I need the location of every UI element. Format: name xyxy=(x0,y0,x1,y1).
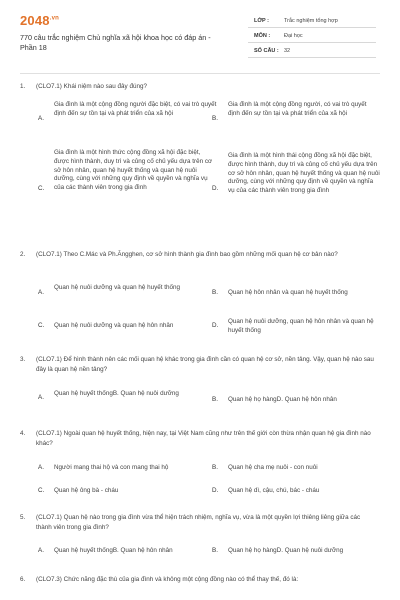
option-text: Quan hệ hôn nhân và quan hệ huyết thống xyxy=(228,289,348,296)
option-text: Quan hệ huyết thốngB. Quan hệ nuôi dưỡng xyxy=(54,390,179,397)
question-4 xyxy=(20,429,380,448)
question-text: (CLO7.1) Ngoài quan hệ huyết thống, hiện nay, tại Việt Nam cũng như trên thế giới còn thừa nhận quan hệ gia đình nào khác? xyxy=(36,430,371,447)
logo-suffix: .vn xyxy=(49,15,60,22)
option-a[interactable] xyxy=(38,101,218,137)
option-text: Quan hệ cha mẹ nuôi - con nuôi xyxy=(228,464,318,471)
info-key: SỐ CÂU : xyxy=(254,48,279,54)
question-6 xyxy=(20,575,380,585)
option-label: B. xyxy=(212,547,218,554)
option-b[interactable] xyxy=(212,101,380,137)
option-label: C. xyxy=(38,322,45,329)
option-a[interactable] xyxy=(38,390,208,410)
option-c[interactable] xyxy=(38,487,208,499)
option-label: B. xyxy=(212,464,218,471)
question-2 xyxy=(20,250,380,260)
option-b[interactable] xyxy=(212,464,380,476)
option-label: B. xyxy=(212,289,218,296)
option-label: A. xyxy=(38,464,44,471)
option-text: Gia đình là một cộng đồng người, có vai trò quyết định đến sự tồn tại và phát triển của xã hội xyxy=(228,101,367,117)
option-label: C. xyxy=(38,487,45,494)
info-key: LỚP : xyxy=(254,18,269,24)
option-label: A. xyxy=(38,289,44,296)
question-number: 2. xyxy=(20,251,26,258)
site-logo[interactable] xyxy=(20,13,59,28)
option-a[interactable] xyxy=(38,464,208,476)
logo-main: 2048 xyxy=(20,13,50,28)
option-text: Quan hệ ông bà - cháu xyxy=(54,487,119,494)
question-3 xyxy=(20,355,380,374)
option-text: Quan hệ họ hàngD. Quan hệ hôn nhân xyxy=(228,396,337,403)
option-label: D. xyxy=(212,487,219,494)
question-1 xyxy=(20,82,380,92)
option-label: B. xyxy=(212,396,218,403)
option-text: Gia đình là một hình thức cộng đồng xã hội đặc biệt, được hình thành, duy trì và củng cố chủ yếu dựa trên cơ sở hôn nhân, quan hệ huyết thống và quan hệ nuôi dưỡng, cùng với những quy định về quyền và nghĩa vụ của các thành viên trong gia đình xyxy=(54,149,213,192)
option-c[interactable] xyxy=(38,149,218,233)
question-text: (CLO7.1) Khái niệm nào sau đây đúng? xyxy=(36,83,147,90)
option-text: Quan hệ họ hàngD. Quan hệ nuôi dưỡng xyxy=(228,547,344,554)
document-info-table xyxy=(248,13,376,58)
option-text: Quan hệ dì, cậu, chú, bác - cháu xyxy=(228,487,320,494)
option-text: Quan hệ huyết thốngB. Quan hệ hôn nhân xyxy=(54,547,173,554)
info-key: MÔN : xyxy=(254,33,271,39)
question-number: 6. xyxy=(20,576,26,583)
question-text: (CLO7.1) Quan hệ nào trong gia đình vừa thể hiện trách nhiệm, nghĩa vụ, vừa là một quyền lợi thiêng liêng giữa các thành viên trong gia đình? xyxy=(36,514,361,531)
question-text: (CLO7.3) Chức năng đặc thù của gia đình và không một cộng đồng nào có thể thay thế, đó là: xyxy=(36,576,299,583)
document-title: 770 câu trắc nghiệm Chủ nghĩa xã hội khoa học có đáp án - Phần 18 xyxy=(20,33,211,52)
option-d[interactable] xyxy=(212,152,380,236)
question-5 xyxy=(20,513,380,532)
question-text: (CLO7.1) Theo C.Mác và Ph.Ăngghen, cơ sở hình thành gia đình bao gồm những mối quan hệ cơ bản nào? xyxy=(36,251,338,258)
option-text: Gia đình là một hình thái cộng đồng xã hội đặc biệt, được hình thành, duy trì và củng cố chủ yếu dựa trên cơ sở hôn nhân, quan hệ huyết thống và quan hệ nuôi dưỡng, cùng với những quy định về quyền và nghĩa vụ của các thành viên trong gia đình xyxy=(228,152,380,195)
option-text: Quan hệ nuôi dưỡng và quan hệ hôn nhân xyxy=(54,322,174,329)
option-text: Gia đình là một cộng đồng người đặc biệt, có vai trò quyết định đến sự tồn tại và phát triển của xã hội xyxy=(54,101,217,117)
question-number: 1. xyxy=(20,83,26,90)
question-text: (CLO7.1) Để hình thành nên các mối quan hệ khác trong gia đình cần có quan hệ cơ sở, nền tảng. Vậy, quan hệ nào sau đây là quan hệ nền tảng? xyxy=(36,356,374,373)
option-c[interactable] xyxy=(38,322,208,334)
page-header xyxy=(0,0,400,72)
option-text: Quan hệ nuôi dưỡng, quan hệ hôn nhân và quan hệ huyết thống xyxy=(228,318,374,334)
info-value: Trắc nghiệm tổng hợp xyxy=(284,18,338,24)
question-number: 4. xyxy=(20,430,26,437)
header-divider xyxy=(20,73,380,74)
option-label: B. xyxy=(212,115,218,122)
option-d[interactable] xyxy=(212,318,380,338)
option-label: A. xyxy=(38,547,44,554)
option-b[interactable] xyxy=(212,547,380,559)
option-b[interactable] xyxy=(212,396,380,408)
option-text: Quan hệ nuôi dưỡng và quan hệ huyết thống xyxy=(54,284,180,291)
option-a[interactable] xyxy=(38,284,208,304)
option-label: A. xyxy=(38,394,44,401)
info-row-count xyxy=(248,43,376,58)
info-row-class xyxy=(248,13,376,28)
option-b[interactable] xyxy=(212,289,380,301)
info-value: 32 xyxy=(284,48,291,54)
question-number: 3. xyxy=(20,356,26,363)
option-label: A. xyxy=(38,115,44,122)
option-label: D. xyxy=(212,322,219,329)
option-label: C. xyxy=(38,185,45,192)
info-value: Đại học xyxy=(284,33,303,39)
option-d[interactable] xyxy=(212,487,380,499)
question-number: 5. xyxy=(20,514,26,521)
info-row-subject xyxy=(248,28,376,43)
option-text: Người mang thai hộ và con mang thai hộ xyxy=(54,464,169,471)
option-a[interactable] xyxy=(38,547,208,559)
option-label: D. xyxy=(212,185,219,192)
